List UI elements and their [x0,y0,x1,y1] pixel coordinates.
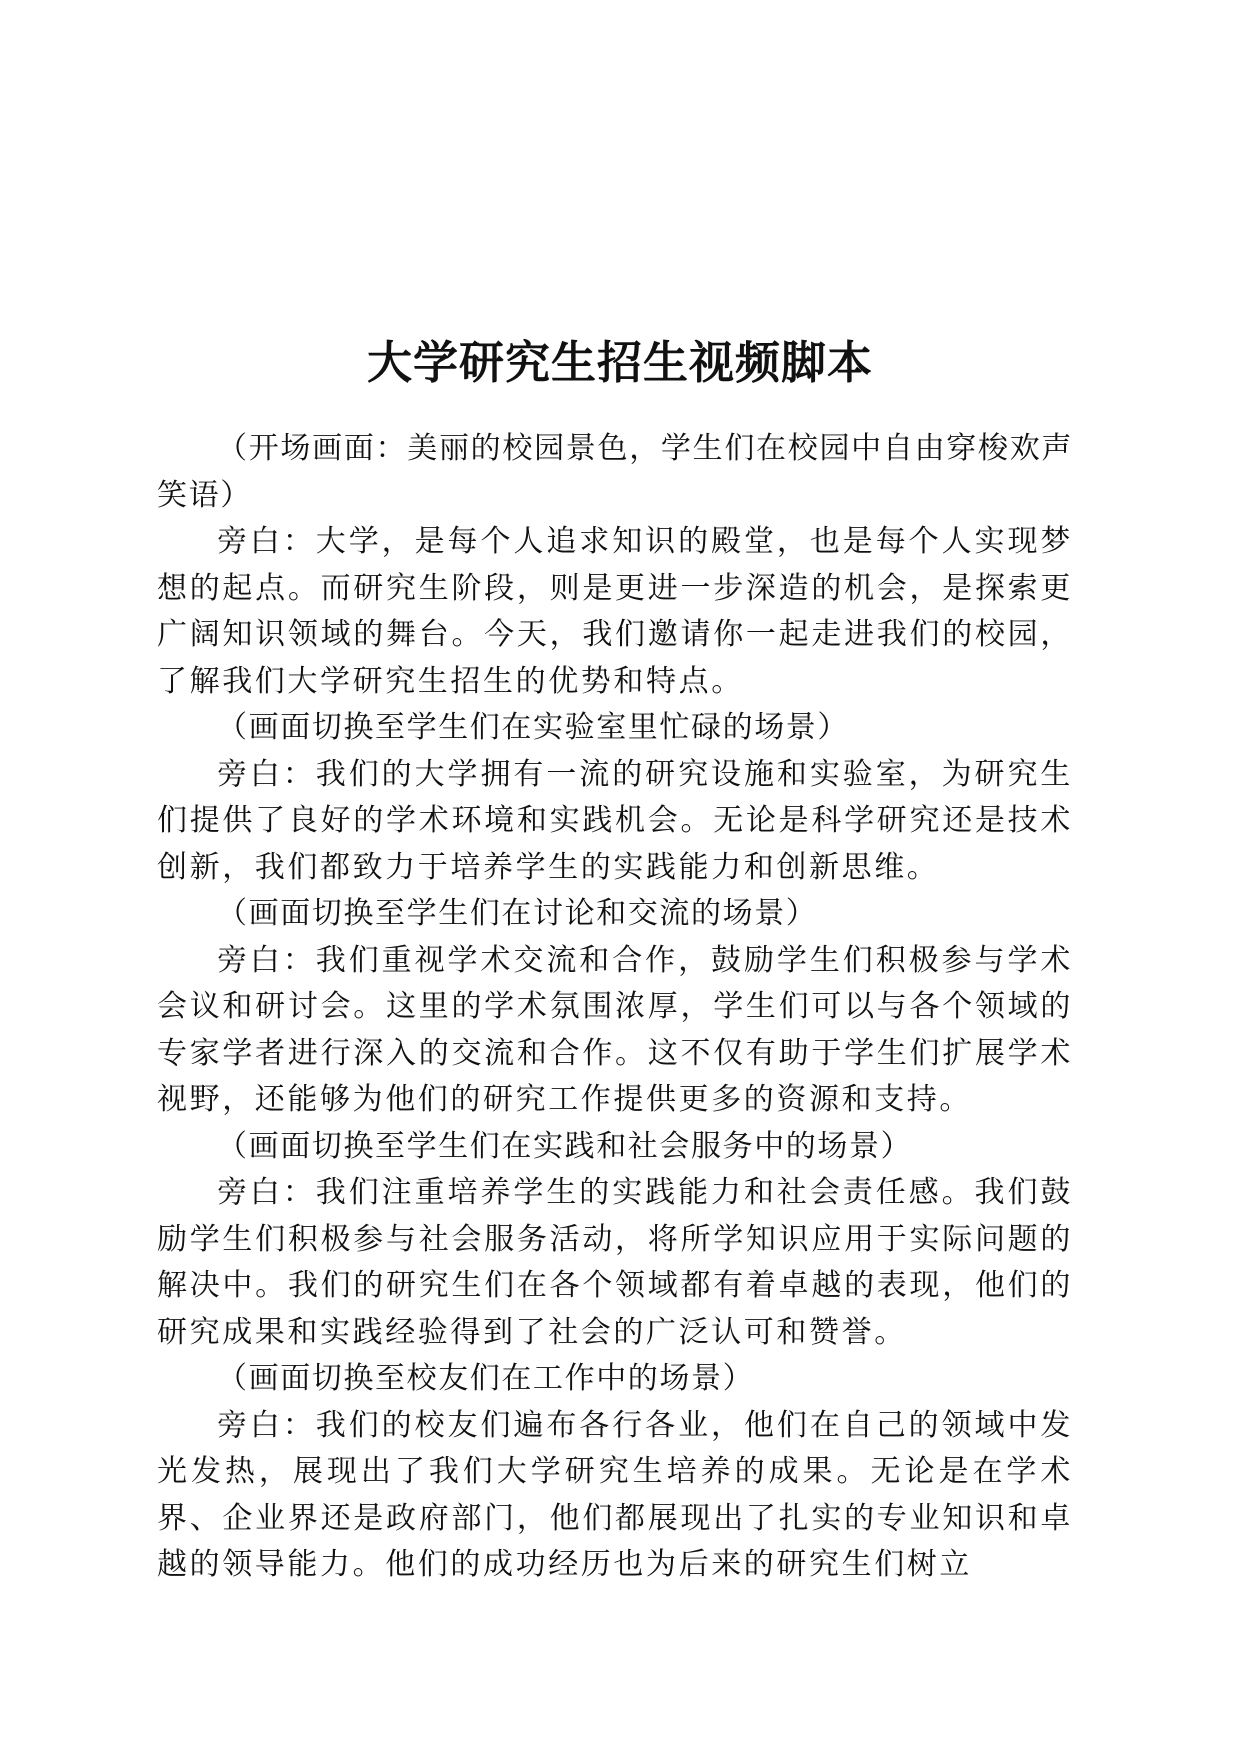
document-title: 大学研究生招生视频脚本 [366,336,873,390]
stage-direction-lab: （画面切换至学生们在实验室里忙碌的场景） [217,710,849,745]
stage-direction-alumni: （画面切换至校友们在工作中的场景） [217,1361,755,1396]
document-body [157,426,1073,1589]
stage-direction-service: （画面切换至学生们在实践和社会服务中的场景） [217,1128,913,1164]
narration-paragraph-facilities: 旁白：我们的大学拥有一流的研究设施和实验室，为研究生们提供了良好的学术环境和实践机会。无论是科学研究还是技术创新，我们都致力于培养学生的实践能力和创新思维。 [157,756,1073,885]
narration-paragraph-exchange: 旁白：我们重视学术交流和合作，鼓励学生们积极参与学术会议和研讨会。这里的学术氛围浓厚，学生们可以与各个领域的专家学者进行深入的交流和合作。这不仅有助于学生们扩展学术视野，还能够为他们的研究工作提供更多的资源和支持。 [157,942,1073,1117]
stage-direction-opening: （开场画面：美丽的校园景色，学生们在校园中自由穿梭欢声笑语） [157,431,1073,513]
narration-paragraph-intro: 旁白：大学，是每个人追求知识的殿堂，也是每个人实现梦想的起点。而研究生阶段，则是更进一步深造的机会，是探索更广阔知识领域的舞台。今天，我们邀请你一起走进我们的校园，了解我们大学研究生招生的优势和特点。 [157,524,1073,699]
narration-paragraph-alumni: 旁白：我们的校友们遍布各行各业，他们在自己的领域中发光发热，展现出了我们大学研究生培养的成果。无论是在学术界、企业界还是政府部门，他们都展现出了扎实的专业知识和卓越的领导能力。他们的成功经历也为后来的研究生们树立 [157,1407,1073,1582]
stage-direction-discussion: （画面切换至学生们在讨论和交流的场景） [217,896,818,931]
narration-paragraph-practice: 旁白：我们注重培养学生的实践能力和社会责任感。我们鼓励学生们积极参与社会服务活动，将所学知识应用于实际问题的解决中。我们的研究生们在各个领域都有着卓越的表现，他们的研究成果和实践经验得到了社会的广泛认可和赞誉。 [157,1175,1073,1350]
